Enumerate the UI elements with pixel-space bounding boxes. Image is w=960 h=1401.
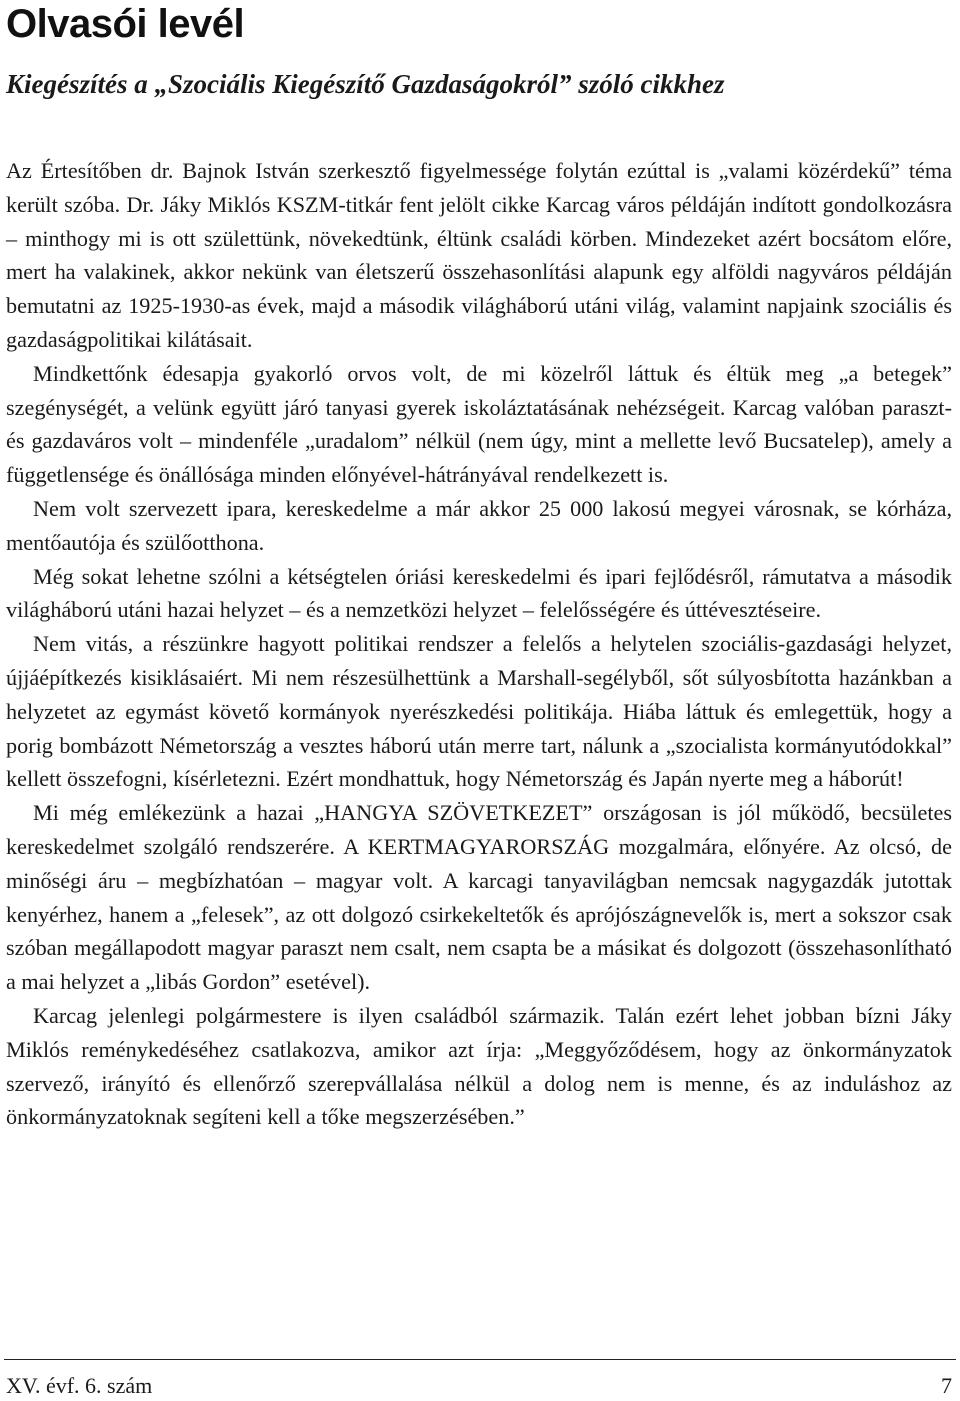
- article-subtitle: Kiegészítés a „Szociális Kiegészítő Gazdaságokról” szóló cikkhez: [6, 69, 725, 99]
- paragraph: Még sokat lehetne szólni a kétségtelen óriási kereskedelmi és ipari fejlődésről, rámutatva a második világháború utáni hazai helyzet – és a nemzetközi helyzet – felelősségére és úttévesztéseire.: [6, 563, 952, 623]
- paragraph: Karcag jelenlegi polgármestere is ilyen családból származik. Talán ezért lehet jobban bízni Jáky Miklós reménykedéséhez csatlakozva, amikor azt írja: „Meggyőződésem, hogy az önkormányzatok szervező, irányító és ellenőrző szerepvállalása nélkül a dolog nem is menne, és az induláshoz az önkormányzatoknak segíteni kell a tőke megszerzésében.”: [6, 1002, 952, 1130]
- article-body: [6, 154, 952, 1134]
- paragraph: Nem volt szervezett ipara, kereskedelme a már akkor 25 000 lakosú megyei városnak, se kórháza, mentőautója és szülőotthona.: [6, 495, 952, 555]
- paragraph: Nem vitás, a részünkre hagyott politikai rendszer a felelős a helytelen szociális-gazdasági helyzet, újjáépítkezés kisiklásaiért. Mi nem részesülhettünk a Marshall-segélyből, sőt súlyosbította hazánkban a helyzetet az egymást követő kormányok nyerészkedési politikája. Hiába láttuk és emlegettük, hogy a porig bombázott Németország a vesztes háború után merre tart, nálunk a „szocialista kormányutódokkal” kellett összefogni, kísérletezni. Ezért mondhattuk, hogy Németország és Japán nyerte meg a háborút!: [6, 631, 952, 792]
- issue-label: XV. évf. 6. szám: [6, 1373, 153, 1398]
- paragraph: Az Értesítőben dr. Bajnok István szerkesztő figyelmessége folytán ezúttal is „valami közérdekű” téma került szóba. Dr. Jáky Miklós KSZM-titkár fent jelölt cikke Karcag város példáján indított gondolkozásra – minthogy mi is ott születtünk, növekedtünk, éltünk családi körben. Mindezeket azért bocsátom előre, mert ha valakinek, akkor nekünk van életszerű összehasonlítási alapunk egy alföldi nagyváros példáján bemutatni az 1925-1930-as évek, majd a második világháború utáni világ, valamint napjaink szociális és gazdaságpolitikai kilátásait.: [6, 158, 952, 352]
- paragraph: Mi még emlékezünk a hazai „HANGYA SZÖVETKEZET” országosan is jól működő, becsületes kereskedelmet szolgáló rendszerére. A KERTMAGYARORSZÁG mozgalmára, előnyére. Az olcsó, de minőségi áru – megbízhatóan – magyar volt. A karcagi tanyavilágban nemcsak nagygazdák jutottak kenyérhez, hanem a „felesek”, az ott dolgozó csirkekeltetők és aprójószágnevelők is, mert a sokszor csak szóban megállapodott magyar paraszt nem csalt, nem csapta be a másikat és dolgozott (összehasonlítható a mai helyzet a „libás Gordon” esetével).: [6, 800, 952, 995]
- article-title: Olvasói levél: [6, 2, 245, 46]
- paragraph: Mindkettőnk édesapja gyakorló orvos volt, de mi közelről láttuk és éltük meg „a betegek” szegénységét, a velünk együtt járó tanyasi gyerek iskoláztatásának nehézségeit. Karcag valóban paraszt- és gazdaváros volt – mindenféle „uradalom” nélkül (nem úgy, mint a mellette levő Bucsatelep), amely a függetlensége és önállósága minden előnyével-hátrányával rendelkezett is.: [6, 360, 952, 488]
- page-number: 7: [941, 1373, 952, 1398]
- footer-divider: [4, 1359, 956, 1360]
